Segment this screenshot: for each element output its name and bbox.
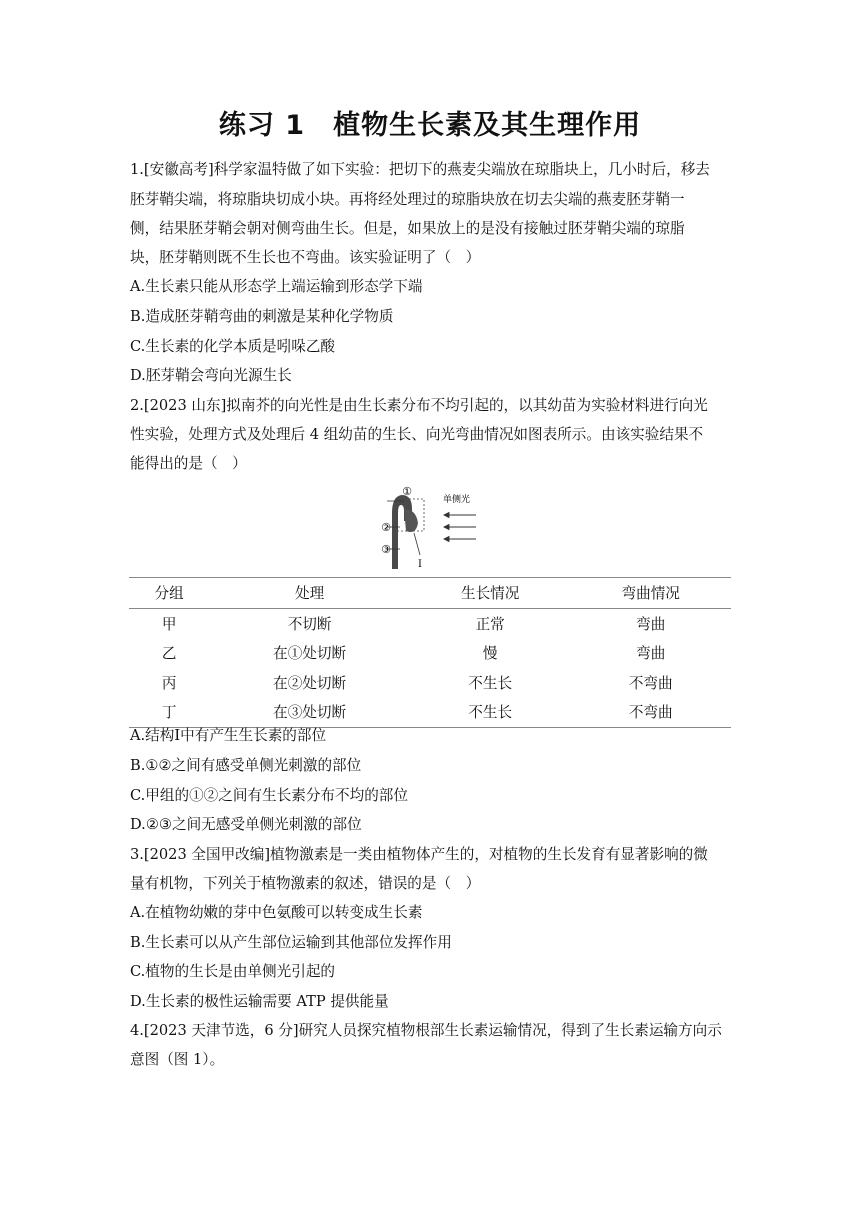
q1-stem-line: 侧，结果胚芽鞘会朝对侧弯曲生长。但是，如果放上的是没有接触过胚芽鞘尖端的琼脂 — [130, 220, 685, 237]
q2-option-b: B.①②之间有感受单侧光刺激的部位 — [130, 757, 362, 774]
q2-stem-line: 性实验，处理方式及处理后 4 组幼苗的生长、向光弯曲情况如图表所示。由该实验结果不 — [130, 426, 704, 443]
table-cell: 甲 — [161, 615, 177, 633]
structure-pointer — [414, 533, 420, 555]
q3-option-d: D.生长素的极性运输需要 ATP 提供能量 — [130, 993, 389, 1010]
page-title: 练习 1 植物生长素及其生理作用 — [218, 110, 642, 141]
q1-stem-line: 块，胚芽鞘则既不生长也不弯曲。该实验证明了（ ） — [130, 249, 481, 266]
header-group: 分组 — [129, 578, 209, 609]
table-row — [129, 608, 731, 638]
q1-stem-line: 胚芽鞘尖端，将琼脂块切成小块。再将经处理过的琼脂块放在切去尖端的燕麦胚芽鞘一 — [130, 191, 685, 208]
q2-stem-line: 能得出的是（ ） — [130, 455, 247, 472]
table-cell: 正常 — [475, 615, 505, 633]
q3-option-c: C.植物的生长是由单侧光引起的 — [130, 963, 336, 980]
q1-option-d: D.胚芽鞘会弯向光源生长 — [130, 367, 292, 384]
light-arrows — [444, 513, 476, 542]
table-cell: 弯曲 — [636, 615, 666, 633]
seedling-figure — [370, 483, 510, 569]
q1-option-a: A.生长素只能从形态学上端运输到形态学下端 — [130, 278, 423, 295]
light-label: 单侧光 — [443, 495, 471, 505]
q1-option-c: C.生长素的化学本质是吲哚乙酸 — [130, 338, 336, 355]
q2-stem-line: 2.[2023 山东]拟南芥的向光性是由生长素分布不均引起的，以其幼苗为实验材料进行向光 — [130, 397, 708, 414]
header-treatment: 处理 — [209, 578, 410, 609]
q3-option-a: A.在植物幼嫩的芽中色氨酸可以转变成生长素 — [130, 904, 423, 921]
table-cell: 丁 — [129, 697, 209, 727]
table-cell: 不弯曲 — [628, 674, 673, 692]
table-header-row — [129, 578, 731, 609]
header-bending: 弯曲情况 — [570, 578, 731, 609]
table-cell: 弯曲 — [636, 645, 666, 663]
table-row — [129, 638, 731, 668]
table-row — [129, 668, 731, 698]
table-cell: 不生长 — [468, 674, 513, 692]
table-cell: 在③处切断 — [209, 697, 410, 727]
mark-3: ③ — [381, 543, 391, 556]
mark-2: ② — [381, 521, 391, 534]
table-cell: 慢 — [482, 645, 498, 663]
table-cell: 不弯曲 — [570, 697, 731, 727]
table-row — [129, 697, 731, 727]
q2-option-a: A.结构Ⅰ中有产生生长素的部位 — [130, 727, 327, 744]
q4-stem-line: 意图（图 1）。 — [130, 1051, 225, 1068]
seedling-stem — [392, 495, 412, 569]
seedling-cotyledon — [404, 509, 418, 532]
table-cell: 不切断 — [287, 615, 332, 633]
structure-label: Ⅰ — [418, 559, 422, 569]
q3-stem-line: 3.[2023 全国甲改编]植物激素是一类由植物体产生的，对植物的生长发育有显著影响的微 — [130, 846, 708, 863]
q1-option-b: B.造成胚芽鞘弯曲的刺激是某种化学物质 — [130, 308, 394, 325]
table-cell: 乙 — [161, 645, 177, 663]
table-cell: 在①处切断 — [273, 645, 347, 663]
results-table — [129, 577, 731, 728]
mark-1: ① — [402, 485, 412, 498]
q2-option-d: D.②③之间无感受单侧光刺激的部位 — [130, 816, 362, 833]
table-cell: 在②处切断 — [273, 674, 347, 692]
q2-option-c: C.甲组的①②之间有生长素分布不均的部位 — [130, 787, 408, 804]
q1-stem-line: 1.[安徽高考]科学家温特做了如下实验：把切下的燕麦尖端放在琼脂块上，几小时后，移去 — [130, 161, 710, 178]
table-cell: 丙 — [161, 674, 177, 692]
header-growth: 生长情况 — [410, 578, 571, 609]
table-cell: 不生长 — [410, 697, 571, 727]
q3-option-b: B.生长素可以从产生部位运输到其他部位发挥作用 — [130, 934, 452, 951]
q4-stem-line: 4.[2023 天津节选，6 分]研究人员探究植物根部生长素运输情况，得到了生长素运输方向示 — [130, 1022, 722, 1039]
q3-stem-line: 量有机物，下列关于植物激素的叙述，错误的是（ ） — [130, 875, 481, 892]
